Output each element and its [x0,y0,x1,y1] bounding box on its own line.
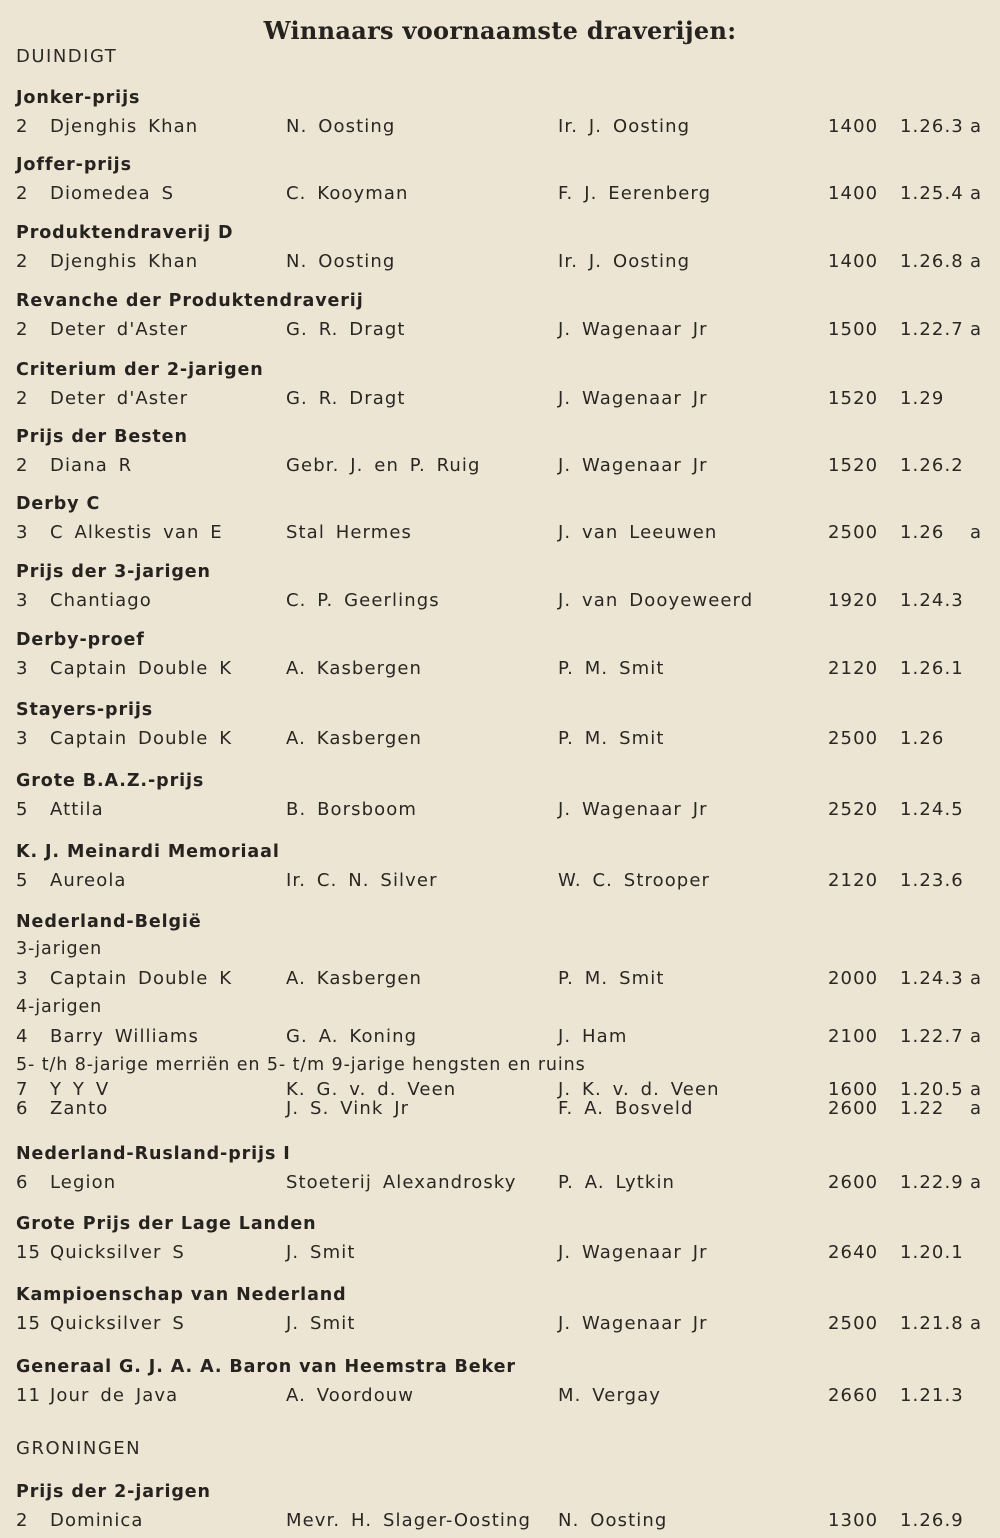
entry-driver: P. A. Lytkin [558,1172,676,1193]
entry-distance: 2600 [828,1172,879,1193]
entry-time: 1.24.3 [900,590,964,611]
race-title: Generaal G. J. A. A. Baron van Heemstra Beker [16,1357,516,1377]
entry-time: 1.26.8 [900,251,964,272]
entry-age: 2 [16,455,29,476]
race-title: Grote Prijs der Lage Landen [16,1214,317,1234]
entry-driver: N. Oosting [558,1510,668,1531]
entry-owner: B. Borsboom [286,799,418,820]
entry-time: 1.22 [900,1098,945,1119]
entry-distance: 1920 [828,590,879,611]
entry-note: a [970,1098,983,1119]
entry-age: 11 [16,1385,42,1406]
entry-age: 15 [16,1242,42,1263]
race-block [16,1353,988,1411]
race-block [16,1140,988,1198]
race-block [16,1478,988,1536]
entry-owner: Mevr. H. Slager-Oosting [286,1510,532,1531]
entry-distance: 2500 [828,1313,879,1334]
entry-horse: Captain Double K [50,968,233,989]
entry-owner: J. Smit [286,1242,356,1263]
entry-age: 6 [16,1172,29,1193]
race-title: Produktendraverij D [16,223,234,243]
race-title: K. J. Meinardi Memoriaal [16,842,280,862]
entry-horse: Quicksilver S [50,1242,185,1263]
entry-distance: 1400 [828,251,879,272]
entry-age: 5 [16,799,29,820]
entry-note: a [970,319,983,340]
entry-owner: Stoeterij Alexandrosky [286,1172,517,1193]
entry-time: 1.24.3 [900,968,964,989]
entry-time: 1.29 [900,388,945,409]
entry-horse: Diomedea S [50,183,175,204]
table-row [16,1080,988,1099]
table-row [16,1381,988,1411]
entry-owner: Ir. C. N. Silver [286,870,438,891]
group-label: 3-jarigen [16,939,103,959]
entry-owner: N. Oosting [286,116,396,137]
entry-distance: 2000 [828,968,879,989]
race-title: Stayers-prijs [16,700,154,720]
entry-distance: 1300 [828,1510,879,1531]
entry-age: 4 [16,1026,29,1047]
entry-horse: Chantiago [50,590,152,611]
entry-time: 1.26 [900,522,945,543]
race-block [16,626,988,684]
race-title: Prijs der Besten [16,427,188,447]
entry-horse: Quicksilver S [50,1313,185,1334]
entry-owner: G. R. Dragt [286,319,406,340]
entry-horse: Captain Double K [50,658,233,679]
entry-driver: J. Wagenaar Jr [558,388,708,409]
table-row [16,315,988,345]
entry-horse: Attila [50,799,104,820]
table-row [16,866,988,896]
entry-time: 1.22.7 [900,1026,964,1047]
entry-note: a [970,522,983,543]
entry-horse: Barry Williams [50,1026,199,1047]
entry-driver: M. Vergay [558,1385,662,1406]
race-title: Joffer-prijs [16,155,132,175]
entry-owner: J. S. Vink Jr [286,1098,410,1119]
section-heading: DUINDIGT [16,46,118,67]
entry-owner: G. R. Dragt [286,388,406,409]
entry-time: 1.21.3 [900,1385,964,1406]
table-row [16,1099,988,1118]
race-title: Nederland-Rusland-prijs I [16,1144,291,1164]
entry-age: 3 [16,728,29,749]
table-row [16,1309,988,1339]
entry-owner: K. G. v. d. Veen [286,1079,457,1100]
race-block [16,356,988,414]
entry-age: 3 [16,968,29,989]
entry-driver: J. Wagenaar Jr [558,1242,708,1263]
race-title: Nederland-België [16,912,202,932]
entry-distance: 2100 [828,1026,879,1047]
race-block [16,558,988,616]
entry-driver: Ir. J. Oosting [558,251,691,272]
entry-owner: C. P. Geerlings [286,590,440,611]
entry-time: 1.26.1 [900,658,964,679]
entry-driver: Ir. J. Oosting [558,116,691,137]
entry-driver: P. M. Smit [558,728,665,749]
entry-owner: C. Kooyman [286,183,409,204]
entry-horse: Dominica [50,1510,144,1531]
table-row [16,654,988,684]
entry-time: 1.24.5 [900,799,964,820]
entry-horse: Deter d'Aster [50,319,189,340]
entry-horse: Y Y V [50,1079,110,1100]
table-row [16,518,988,548]
entry-driver: P. M. Smit [558,658,665,679]
entry-distance: 1500 [828,319,879,340]
entry-age: 6 [16,1098,29,1119]
entry-driver: P. M. Smit [558,968,665,989]
entry-time: 1.25.4 [900,183,964,204]
entry-horse: Djenghis Khan [50,116,199,137]
race-block [16,219,988,277]
entry-age: 2 [16,1510,29,1531]
entry-owner: Gebr. J. en P. Ruig [286,455,481,476]
entry-distance: 1600 [828,1079,879,1100]
entry-distance: 2500 [828,522,879,543]
entry-driver: W. C. Strooper [558,870,711,891]
race-block [16,151,988,209]
race-block [16,838,988,896]
entry-note: a [970,1313,983,1334]
entry-age: 3 [16,658,29,679]
entry-age: 2 [16,183,29,204]
entry-distance: 2500 [828,728,879,749]
race-title: Prijs der 2-jarigen [16,1482,211,1502]
entry-time: 1.26.9 [900,1510,964,1531]
entry-owner: A. Kasbergen [286,728,423,749]
entry-note: a [970,251,983,272]
race-block [16,696,988,754]
entry-horse: Jour de Java [50,1385,179,1406]
table-row [16,112,988,142]
table-row [16,1022,988,1052]
entry-distance: 2600 [828,1098,879,1119]
entry-time: 1.23.6 [900,870,964,891]
page-title: Winnaars voornaamste draverijen: [263,16,737,45]
section-heading: GRONINGEN [16,1438,142,1459]
entry-owner: A. Kasbergen [286,968,423,989]
race-title: Grote B.A.Z.-prijs [16,771,205,791]
entry-horse: Legion [50,1172,117,1193]
table-row [16,795,988,825]
race-block [16,767,988,825]
race-block [16,490,988,548]
race-block [16,287,988,345]
entry-horse: Aureola [50,870,127,891]
entry-note: a [970,116,983,137]
entry-distance: 2660 [828,1385,879,1406]
entry-time: 1.22.9 [900,1172,964,1193]
table-row [16,384,988,414]
entry-age: 2 [16,116,29,137]
table-row [16,1506,988,1536]
entry-driver: J. Ham [558,1026,628,1047]
entry-age: 7 [16,1079,29,1100]
entry-horse: Captain Double K [50,728,233,749]
entry-time: 1.21.8 [900,1313,964,1334]
entry-driver: J. van Dooyeweerd [558,590,754,611]
entry-age: 3 [16,590,29,611]
entry-horse: C Alkestis van E [50,522,223,543]
entry-owner: G. A. Koning [286,1026,418,1047]
race-title: Derby-proef [16,630,145,650]
entry-driver: J. Wagenaar Jr [558,455,708,476]
entry-age: 2 [16,251,29,272]
group-label: 5- t/h 8-jarige merriën en 5- t/m 9-jarige hengsten en ruins [16,1055,586,1075]
race-block [16,1210,988,1268]
entry-driver: J. Wagenaar Jr [558,319,708,340]
entry-owner: A. Kasbergen [286,658,423,679]
entry-distance: 2640 [828,1242,879,1263]
entry-driver: J. Wagenaar Jr [558,1313,708,1334]
entry-age: 5 [16,870,29,891]
race-title: Prijs der 3-jarigen [16,562,211,582]
entry-owner: Stal Hermes [286,522,413,543]
table-row [16,964,988,994]
entry-owner: J. Smit [286,1313,356,1334]
entry-distance: 2120 [828,658,879,679]
entry-horse: Deter d'Aster [50,388,189,409]
table-row [16,1238,988,1268]
race-title: Jonker-prijs [16,88,141,108]
entry-age: 3 [16,522,29,543]
entry-age: 2 [16,319,29,340]
entry-owner: A. Voordouw [286,1385,415,1406]
entry-horse: Diana R [50,455,133,476]
entry-age: 2 [16,388,29,409]
race-title: Criterium der 2-jarigen [16,360,264,380]
race-title: Revanche der Produktendraverij [16,291,364,311]
entry-time: 1.26.3 [900,116,964,137]
race-title: Kampioenschap van Nederland [16,1285,347,1305]
entry-driver: J. K. v. d. Veen [558,1079,720,1100]
entry-time: 1.20.5 [900,1079,964,1100]
entry-time: 1.22.7 [900,319,964,340]
entry-note: a [970,183,983,204]
table-row [16,179,988,209]
entry-time: 1.20.1 [900,1242,964,1263]
entry-driver: J. van Leeuwen [558,522,718,543]
entry-distance: 2120 [828,870,879,891]
entry-horse: Zanto [50,1098,109,1119]
entry-time: 1.26.2 [900,455,964,476]
entry-time: 1.26 [900,728,945,749]
table-row [16,586,988,616]
table-row [16,247,988,277]
entry-note: a [970,968,983,989]
table-row [16,724,988,754]
entry-driver: F. J. Eerenberg [558,183,712,204]
entry-note: a [970,1172,983,1193]
group-label: 4-jarigen [16,997,103,1017]
entry-horse: Djenghis Khan [50,251,199,272]
race-title: Derby C [16,494,101,514]
entry-note: a [970,1026,983,1047]
entry-driver: J. Wagenaar Jr [558,799,708,820]
entry-distance: 2520 [828,799,879,820]
entry-distance: 1520 [828,388,879,409]
race-block [16,423,988,481]
race-block [16,908,988,1119]
entry-owner: N. Oosting [286,251,396,272]
entry-note: a [970,1079,983,1100]
table-row [16,451,988,481]
entry-distance: 1400 [828,183,879,204]
entry-age: 15 [16,1313,42,1334]
entry-driver: F. A. Bosveld [558,1098,694,1119]
entry-distance: 1520 [828,455,879,476]
race-block [16,1281,988,1339]
race-block [16,84,988,142]
table-row [16,1168,988,1198]
entry-distance: 1400 [828,116,879,137]
